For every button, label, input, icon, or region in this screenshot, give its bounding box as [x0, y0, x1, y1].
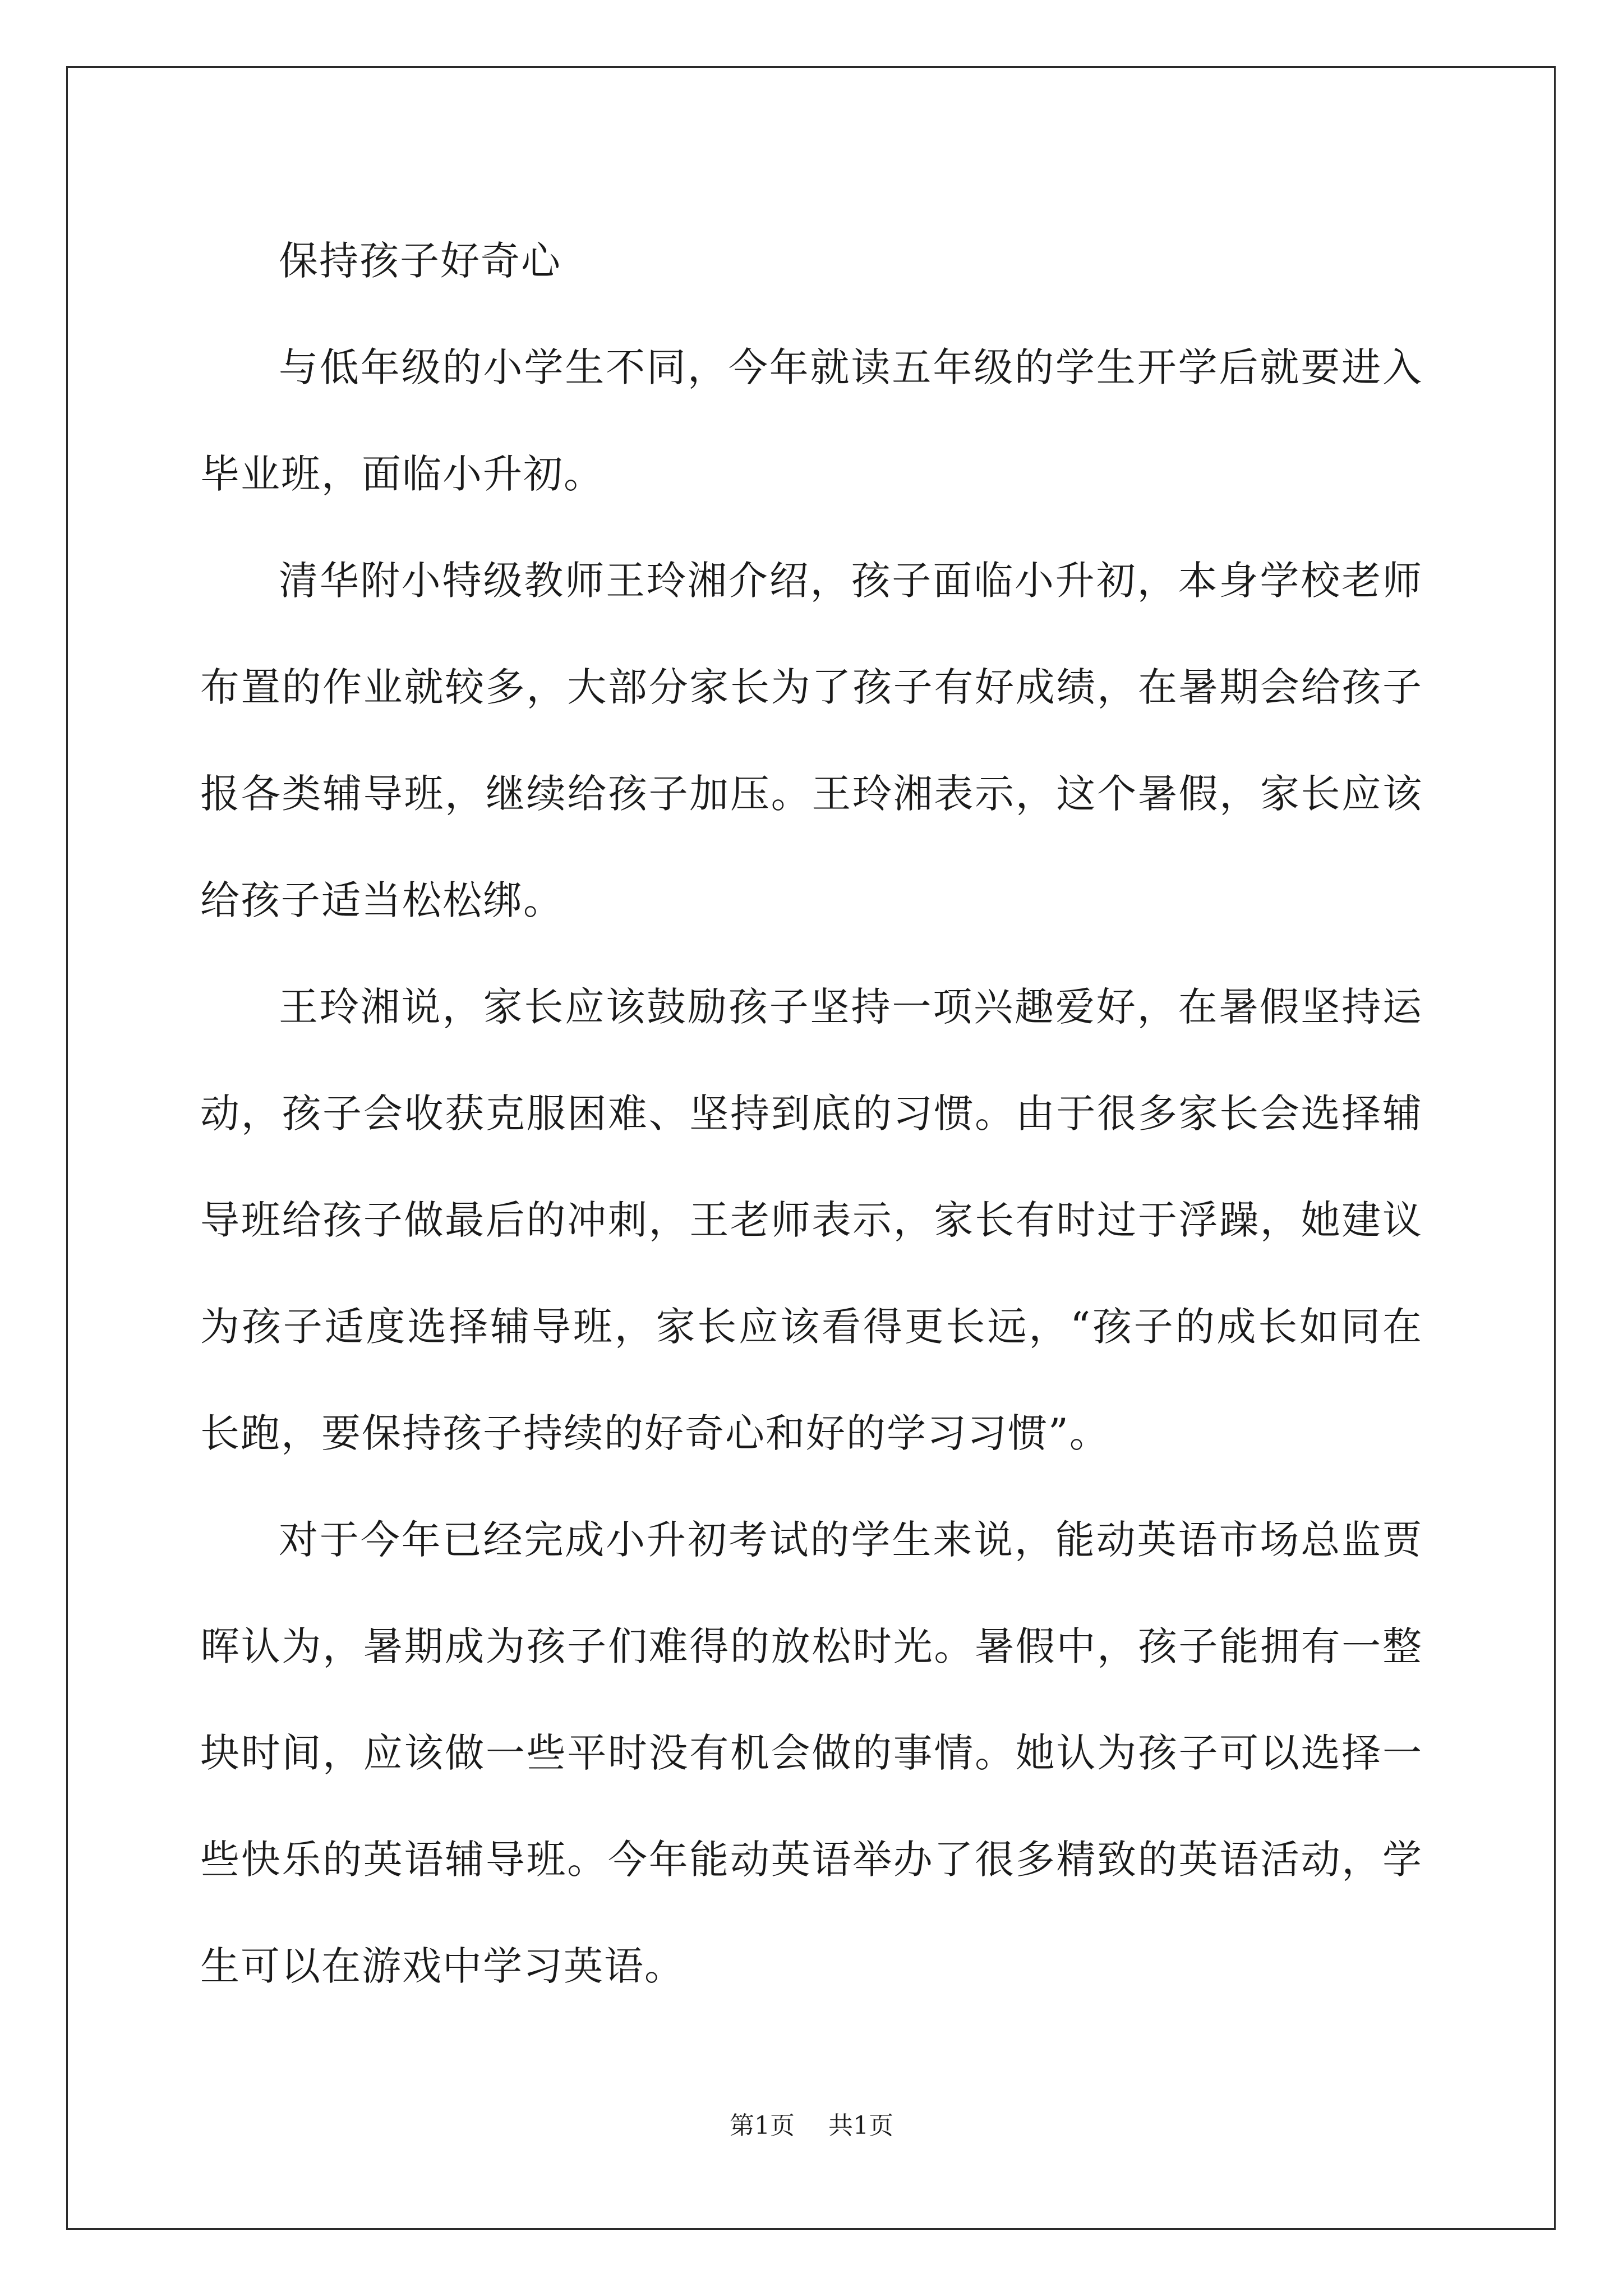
page-number: 第1页: [730, 2111, 795, 2140]
paragraph: 对于今年已经完成小升初考试的学生来说，能动英语市场总监贾晖认为，暑期成为孩子们难得的放松时光。暑假中，孩子能拥有一整块时间，应该做一些平时没有机会做的事情。她认为孩子可以选择一些快乐的英语辅导班。今年能动英语举办了很多精致的英语活动，学生可以在游戏中学习英语。: [200, 1517, 1423, 1989]
paragraph: 王玲湘说，家长应该鼓励孩子坚持一项兴趣爱好，在暑假坚持运动，孩子会收获克服困难、坚持到底的习惯。由于很多家长会选择辅导班给孩子做最后的冲刺，王老师表示，家长有时过于浮躁，她建议为孩子适度选择辅导班，家长应该看得更长远，“孩子的成长如同在长跑，要保持孩子持续的好奇心和好的学习习惯”。: [200, 984, 1423, 1456]
paragraph: 与低年级的小学生不同，今年就读五年级的学生开学后就要进入毕业班，面临小升初。: [200, 344, 1423, 497]
paragraph: 清华附小特级教师王玲湘介绍，孩子面临小升初，本身学校老师布置的作业就较多，大部分家长为了孩子有好成绩，在暑期会给孩子报各类辅导班，继续给孩子加压。王玲湘表示，这个暑假，家长应该给孩子适当松松绑。: [200, 558, 1423, 923]
document-body: [200, 208, 1423, 2019]
page-footer: [0, 2109, 1623, 2143]
document-title: 保持孩子好奇心: [279, 238, 561, 284]
page-total: 共1页: [828, 2111, 893, 2140]
